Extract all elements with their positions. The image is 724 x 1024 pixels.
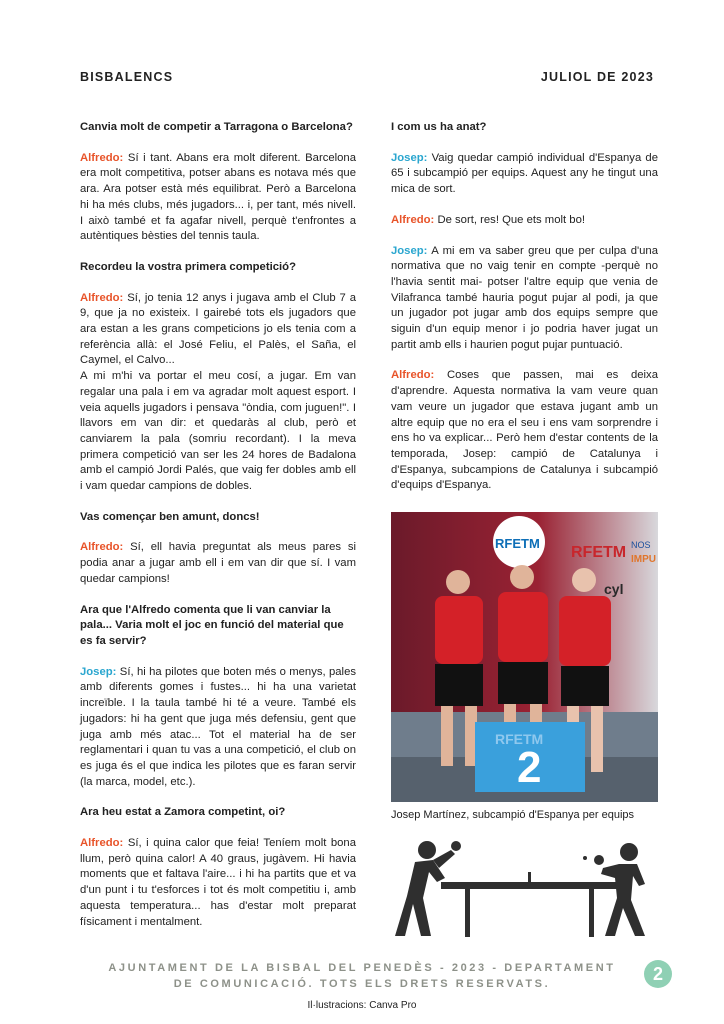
player-body-icon xyxy=(395,860,445,936)
interview-answer xyxy=(391,151,658,198)
paddle-icon xyxy=(451,841,461,851)
answer-text: A mi em va saber greu que per culpa d'una normativa que no vaig tenir en compte -perquè no l'havia sentit mai- potser l'altre equip que venia de Vilafranca també hauria pogut pujar al podi, ja que un jugador pot jugar amb dos equips sempre que siguin d'un equip menor i jo podria haver jugat un partit amb ells i haurien pogut pujar puntuació. xyxy=(391,244,658,351)
ball-icon xyxy=(583,856,587,860)
banner-text: IMPU xyxy=(631,554,656,565)
interview-answer xyxy=(80,665,356,791)
podium-photo xyxy=(391,512,658,802)
left-column xyxy=(80,120,356,945)
speaker-name: Josep: xyxy=(391,244,428,257)
interview-question: I com us ha anat? xyxy=(391,121,487,133)
interview-question: Ara que l'Alfredo comenta que li van canviar la pala... Varia molt el joc en funció del material que es fa servir? xyxy=(80,603,344,647)
interview-answer xyxy=(80,291,356,370)
podium-brand: RFETM xyxy=(495,731,544,747)
answer-text: Sí, jo tenia 12 anys i jugava amb el Club 7 a 9, que ja no existeix. I gairebé tots els jugadors que ara estan a les grans competicions jo els tenia com a referència allà: el José Feliu, el Palès, el Saña, el Caymel, el Calvo... xyxy=(80,291,356,367)
interview-answer xyxy=(391,368,658,494)
answer-text: A mi m'hi va portar el meu cosí, a jugar. Em van regalar una pala i em va agradar molt aquest esport. I veia aquells jugadors i pensava "òndia, com juguen!". I llavors em van dir: et quedaràs al club, però et canviarem la pala (somriu recordant). I la meva primera competició van ser les 24 hores de Badalona amb el campió Jordi Palés, que vaig fer dobles amb ell i vam quedar campions de dobles. xyxy=(80,370,356,493)
footer-line: AJUNTAMENT DE LA BISBAL DEL PENEDÈS - 2023 - DEPARTAMENT xyxy=(108,962,616,974)
interview-question: Recordeu la vostra primera competició? xyxy=(80,260,296,273)
page-number-badge: 2 xyxy=(644,960,672,988)
banner-logo-text: RFETM xyxy=(495,536,540,551)
speaker-name: Alfredo: xyxy=(80,541,124,554)
banner-logo-text: RFETM xyxy=(571,544,627,561)
podium-number: 2 xyxy=(517,743,542,792)
table-leg-icon xyxy=(589,889,594,937)
speaker-name: Alfredo: xyxy=(80,291,124,304)
answer-text: Vaig quedar campió individual d'Espanya de 65 i subcampió per equips. Aquest any he tingut una mica de sort. xyxy=(391,151,658,196)
player-body-icon xyxy=(601,864,645,936)
speaker-name: Alfredo: xyxy=(391,213,435,226)
interview-answer xyxy=(80,540,356,587)
interview-answer xyxy=(80,836,356,930)
answer-text: Sí, i quina calor que feia! Teníem molt bona llum, però quina calor! A 40 graus, jugàvem. Hi havia moments que et faltava l'aire... i hi ha partits que et va d'un punt i tu t'esforces i tot és molt competitiu i, amb aquesta temperatura... has d'estar molt preparat físicament i mentalment. xyxy=(80,837,356,928)
interview-question: Vas començar ben amunt, doncs! xyxy=(80,510,260,523)
interview-question: Ara heu estat a Zamora competint, oi? xyxy=(80,806,286,819)
banner-text: cyl xyxy=(604,581,624,597)
player-head-icon xyxy=(620,843,638,861)
issue-date: JULIOL DE 2023 xyxy=(540,70,654,84)
interview-question: Canvia molt de competir a Tarragona o Barcelona? xyxy=(80,121,353,133)
illustration-credit: Il·lustracions: Canva Pro xyxy=(307,1000,417,1011)
section-title: BISBALENCS xyxy=(80,70,174,84)
speaker-name: Alfredo: xyxy=(80,837,124,850)
right-column xyxy=(391,120,658,509)
answer-text: Coses que passen, mai es deixa d'aprendre. Aquesta normativa la vam veure quan vam veure un jugador que estava jugant amb un altre equip que no era el seu i ens vam sorprendre i ens ho va explicar... Però hem d'estar contents de la temporada, Josep: campió de Catalunya i d'Espanya, subcampions de Catalunya i subcampió d'equips d'Espanya. xyxy=(391,369,658,492)
answer-text: Sí i tant. Abans era molt diferent. Barcelona era molt competitiva, potser abans es notava més que ara. Ara potser està més equilibrat. Però a Barcelona hi ha més clubs, més jugadors... i, per tant, més nivell. I això també et fa agafar nivell, perquè t'enfrontes a autèntiques bèsties del tennis taula. xyxy=(80,151,356,243)
interview-answer xyxy=(80,369,356,495)
photo-caption: Josep Martínez, subcampió d'Espanya per equips xyxy=(391,809,635,821)
speaker-name: Josep: xyxy=(80,665,117,678)
speaker-name: Josep: xyxy=(391,151,428,164)
answer-text: Sí, ell havia preguntat als meus pares si podia anar a jugar amb ell i em van dir que sí. I vam quedar campions! xyxy=(80,541,356,585)
footer xyxy=(72,960,652,992)
speaker-name: Alfredo: xyxy=(80,151,124,164)
speaker-name: Alfredo: xyxy=(391,369,435,382)
player-head-icon xyxy=(418,841,436,859)
net-icon xyxy=(528,872,531,884)
table-leg-icon xyxy=(465,889,470,937)
footer-line: DE COMUNICACIÓ. TOTS ELS DRETS RESERVATS. xyxy=(173,978,551,990)
interview-answer xyxy=(391,213,658,229)
answer-text: De sort, res! Que ets molt bo! xyxy=(434,213,585,226)
interview-answer xyxy=(391,244,658,354)
answer-text: Sí, hi ha pilotes que boten més o menys, pales amb diferents gomes i fustes... hi ha una varietat increïble. I la taula també hi té a veure. També els jugadors: hi ha gent que juga més defensiu, gent que juga amb més atac... Tot el material ha de ser reglamentari i quan tu vas a una competició, el club on es juga és el que indica les pilotes que es faran servir (la marca, model, etc.). xyxy=(80,665,356,788)
table-tennis-illustration xyxy=(393,838,658,940)
interview-answer xyxy=(80,151,356,245)
paddle-icon xyxy=(594,855,604,865)
banner-text: NOS xyxy=(631,540,651,550)
